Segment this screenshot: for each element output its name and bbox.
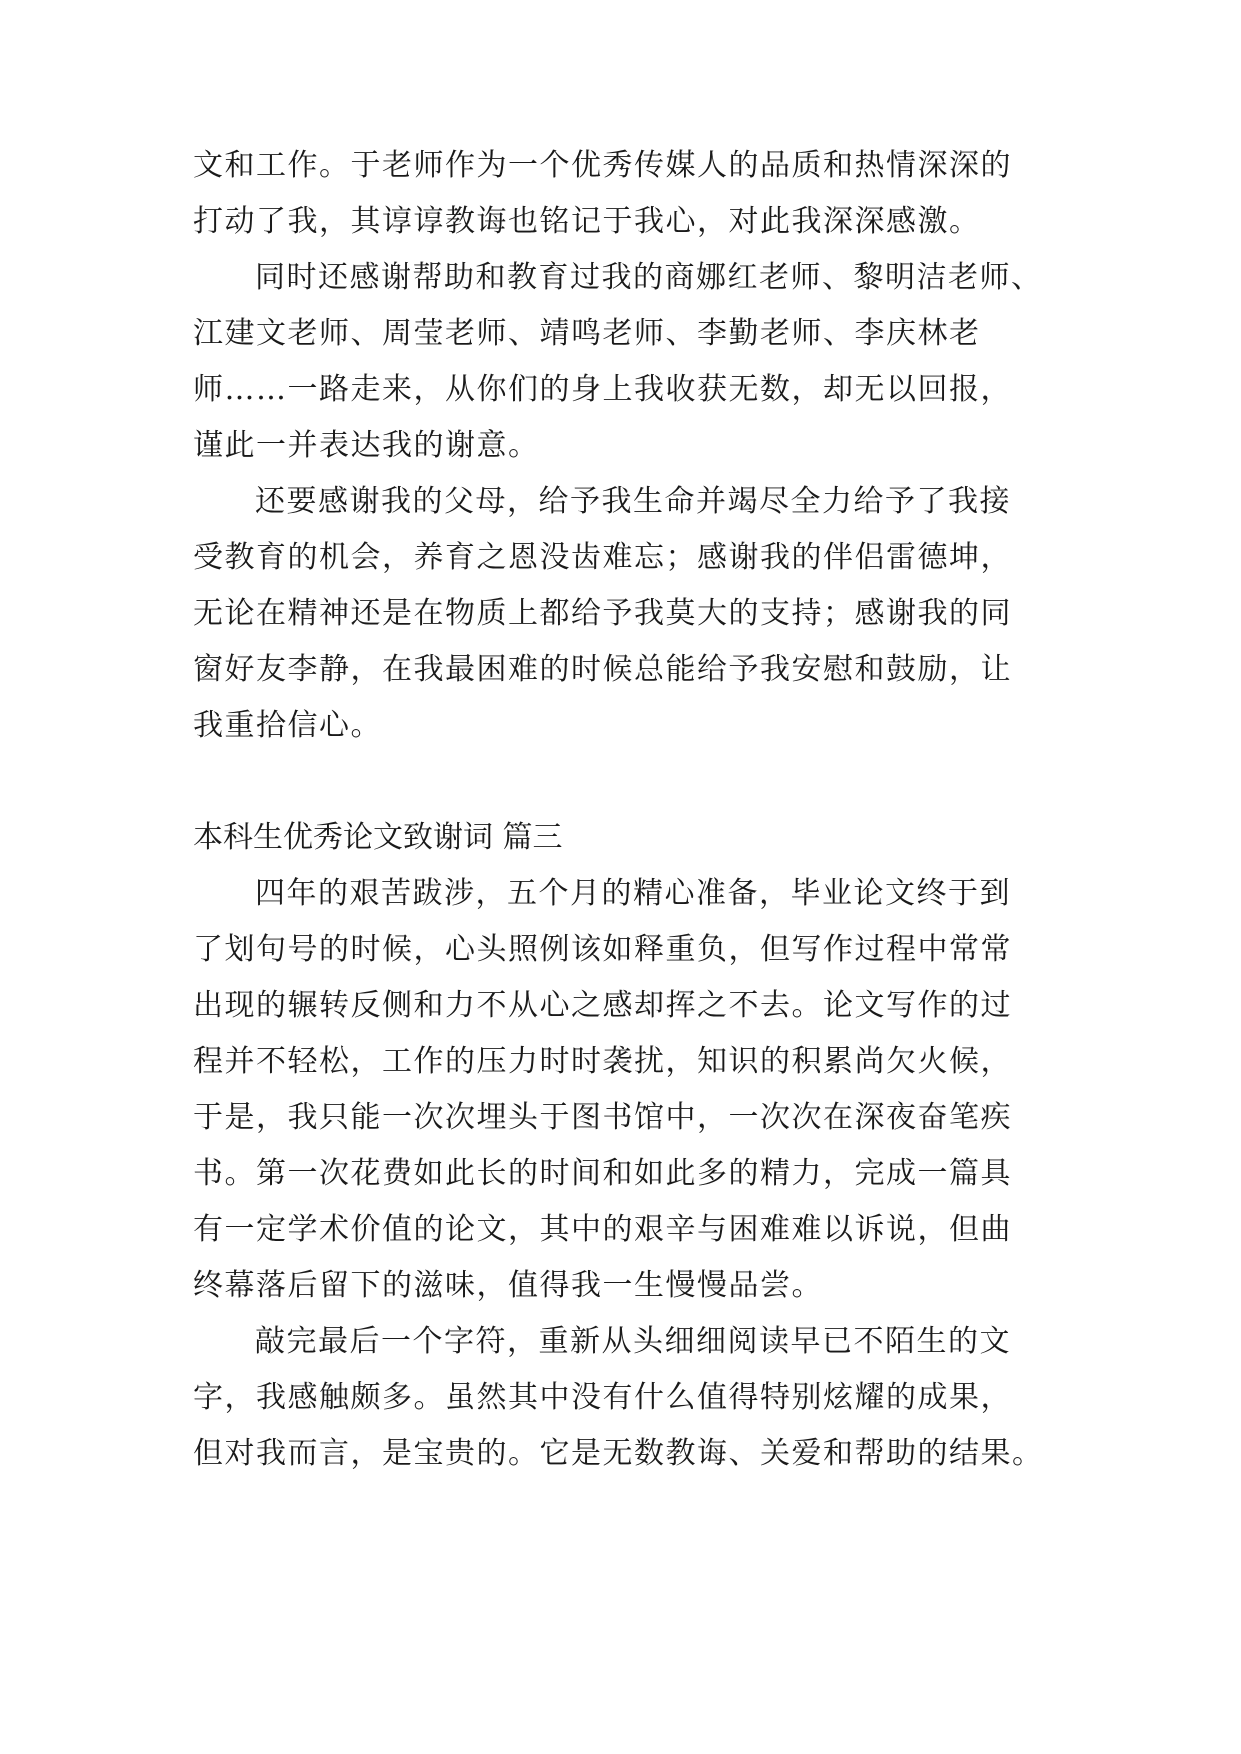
text-line: 同时还感谢帮助和教育过我的商娜红老师、黎明洁老师、	[255, 260, 1043, 295]
text-line: 字，我感触颇多。虽然其中没有什么值得特别炫耀的成果，	[193, 1380, 1012, 1415]
text-line: 文和工作。于老师作为一个优秀传媒人的品质和热情深深的	[193, 148, 1012, 183]
text-line: 了划句号的时候，心头照例该如释重负，但写作过程中常常	[193, 932, 1012, 967]
text-line: 打动了我，其谆谆教诲也铭记于我心，对此我深深感激。	[193, 204, 981, 239]
text-line: 无论在精神还是在物质上都给予我莫大的支持；感谢我的同	[193, 596, 1012, 631]
text-line: 受教育的机会，养育之恩没齿难忘；感谢我的伴侣雷德坤，	[193, 540, 1012, 575]
text-line: 窗好友李静，在我最困难的时候总能给予我安慰和鼓励，让	[193, 652, 1012, 687]
text-line: 终幕落后留下的滋味，值得我一生慢慢品尝。	[193, 1268, 823, 1303]
text-line: 江建文老师、周莹老师、靖鸣老师、李勤老师、李庆林老	[193, 316, 981, 351]
text-line: 有一定学术价值的论文，其中的艰辛与困难难以诉说，但曲	[193, 1212, 1012, 1247]
text-line: 于是，我只能一次次埋头于图书馆中，一次次在深夜奋笔疾	[193, 1100, 1012, 1135]
text-line: 但对我而言，是宝贵的。它是无数教诲、关爱和帮助的结果。	[193, 1436, 1044, 1471]
text-line: 谨此一并表达我的谢意。	[193, 428, 540, 463]
section-heading: 本科生优秀论文致谢词 篇三	[193, 820, 563, 855]
text-line: 四年的艰苦跋涉，五个月的精心准备，毕业论文终于到	[255, 876, 1011, 911]
text-line: 我重拾信心。	[193, 708, 382, 743]
text-line: 还要感谢我的父母，给予我生命并竭尽全力给予了我接	[255, 484, 1011, 519]
text-line: 出现的辗转反侧和力不从心之感却挥之不去。论文写作的过	[193, 988, 1012, 1023]
text-line: 书。第一次花费如此长的时间和如此多的精力，完成一篇具	[193, 1156, 1012, 1191]
text-line: 程并不轻松，工作的压力时时袭扰，知识的积累尚欠火候，	[193, 1044, 1012, 1079]
text-line: 师……一路走来，从你们的身上我收获无数，却无以回报，	[193, 372, 1012, 407]
text-line: 敲完最后一个字符，重新从头细细阅读早已不陌生的文	[255, 1324, 1011, 1359]
